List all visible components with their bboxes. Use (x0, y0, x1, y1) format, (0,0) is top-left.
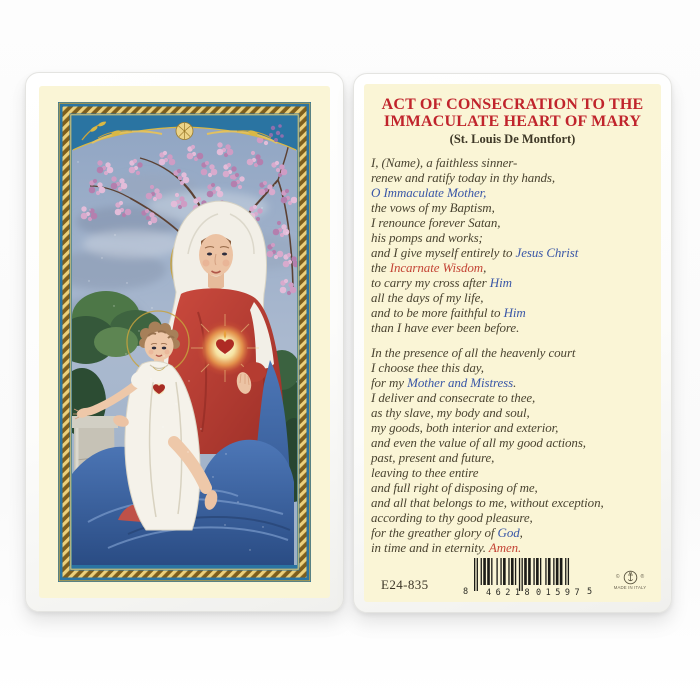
prayer-line: the Incarnate Wisdom, (371, 260, 487, 275)
prayer-stanza (371, 155, 659, 335)
barcode-digits-group2: 01597 (536, 588, 585, 597)
holy-card-back (353, 73, 672, 613)
prayer-line: and to be more faithful to Him (371, 305, 526, 320)
holy-card-front (25, 72, 344, 612)
prayer-line: and I give myself entirely to Jesus Christ (371, 245, 579, 260)
copyright-mark: © (615, 574, 620, 580)
card-title-line2: IMMACULATE HEART OF MARY (383, 113, 642, 130)
prayer-line: In the presence of all the heavenly court (371, 345, 576, 360)
prayer-line: past, present and future, (371, 450, 495, 465)
barcode-digits-group1: 46218 (486, 588, 535, 597)
holy-card-front-cream-border (39, 86, 330, 598)
anchor-seal-icon (623, 570, 638, 585)
prayer-line: I, (Name), a faithless sinner- (371, 155, 518, 170)
made-in-italy-label: MADE IN ITALY (613, 586, 647, 591)
prayer-text (364, 155, 661, 555)
barcode-digit-left: 8 (463, 587, 469, 597)
prayer-line: all the days of my life, (371, 290, 484, 305)
prayer-line: and even the value of all my good actions, (371, 435, 586, 450)
prayer-line: and full right of disposing of me, (371, 480, 538, 495)
card-title-line1: ACT OF CONSECRATION TO THE (381, 96, 644, 113)
prayer-line: my goods, both interior and exterior, (371, 420, 559, 435)
prayer-line: I deliver and consecrate to thee, (371, 390, 536, 405)
barcode-bars (474, 558, 569, 591)
prayer-line: in time and in eternity. Amen. (371, 540, 522, 555)
prayer-stanza (371, 345, 659, 555)
prayer-line: for my Mother and Mistress. (371, 375, 517, 390)
prayer-line: than I have ever been before. (371, 320, 520, 335)
card-subtitle: (St. Louis De Montfort) (449, 132, 576, 146)
prayer-line: leaving to thee entire (371, 465, 479, 480)
barcode-digit-right: 5 (587, 587, 593, 597)
prayer-line: and all that belongs to me, without exception, (371, 495, 604, 510)
prayer-line: renew and ratify today in thy hands, (371, 170, 556, 185)
prayer-line: his pomps and works; (371, 230, 483, 245)
made-in-italy-logo (607, 570, 653, 592)
prayer-line: I renounce forever Satan, (371, 215, 501, 230)
upc-barcode (462, 557, 594, 597)
prayer-line: O Immaculate Mother, (371, 185, 487, 200)
madonna-and-child-artwork (58, 102, 311, 582)
prayer-line: as thy slave, my body and soul, (371, 405, 530, 420)
card-title (368, 96, 657, 130)
artwork-scene (58, 116, 311, 568)
prayer-line: for the greather glory of God, (371, 525, 523, 540)
prayer-line: the vows of my Baptism, (371, 200, 495, 215)
prayer-line: to carry my cross after Him (371, 275, 512, 290)
holy-card-back-cream (364, 84, 661, 602)
prayer-line: according to thy good pleasure, (371, 510, 533, 525)
registered-mark: ® (640, 574, 645, 580)
item-code: E24-835 (381, 577, 429, 592)
prayer-line: I choose thee this day, (371, 360, 484, 375)
